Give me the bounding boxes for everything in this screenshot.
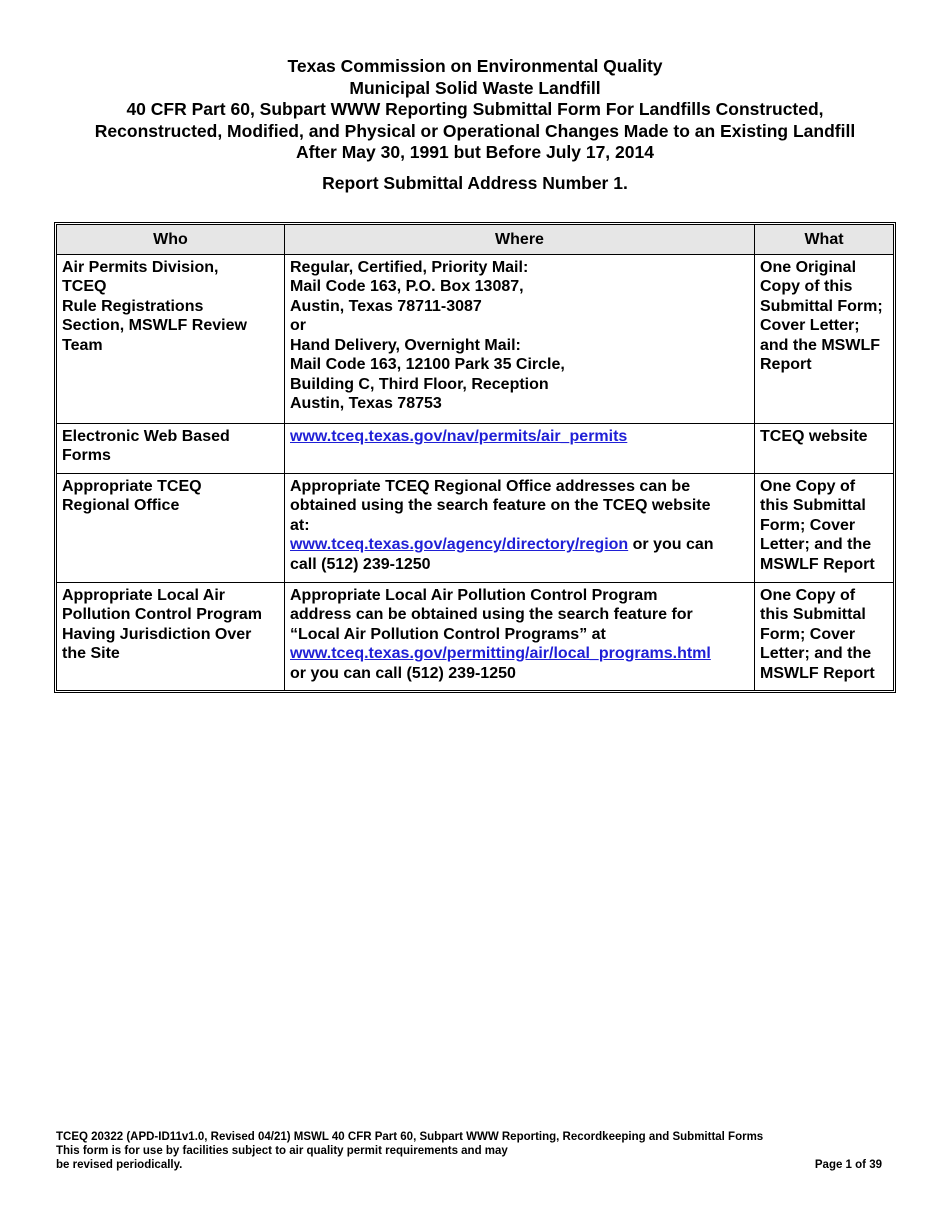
column-header-what: What (755, 225, 893, 255)
who-line: Regional Office (62, 497, 180, 514)
table-row (57, 583, 893, 690)
where-line: or (290, 317, 306, 334)
where-line: Mail Code 163, 12100 Park 35 Circle, (290, 356, 565, 373)
where-link-line (290, 644, 749, 664)
who-line: Section, MSWLF Review (62, 317, 247, 334)
what-line: One Copy of (760, 477, 856, 495)
who-cell (57, 255, 285, 424)
what-line: Form; Cover (760, 516, 856, 534)
footer-revision-note: be revised periodically. (56, 1159, 183, 1171)
where-cell (285, 474, 755, 583)
what-line: MSWLF Report (760, 664, 875, 682)
what-line: Cover Letter; (760, 317, 860, 334)
what-cell (755, 474, 893, 583)
local-programs-link[interactable]: www.tceq.texas.gov/permitting/air/local_programs.html (290, 645, 711, 662)
where-line: Building C, Third Floor, Reception (290, 375, 549, 393)
what-cell (755, 583, 893, 690)
column-header-where: Where (285, 225, 755, 255)
what-line: Letter; and the (760, 536, 872, 553)
who-line: Rule Registrations (62, 297, 204, 315)
where-line: Appropriate Local Air Pollution Control Program (290, 586, 658, 604)
where-line: call (512) 239-1250 (290, 555, 431, 573)
who-line: Having Jurisdiction Over (62, 625, 252, 643)
where-line: Regular, Certified, Priority Mail: (290, 258, 529, 276)
table-header-row (57, 225, 893, 255)
footer-usage-note: This form is for use by facilities subject to air quality permit requirements and may (56, 1145, 508, 1157)
what-line: Copy of this (760, 278, 853, 295)
table-row (57, 424, 893, 474)
where-line: Mail Code 163, P.O. Box 13087, (290, 278, 524, 295)
where-line: or you can call (512) 239-1250 (290, 664, 516, 682)
header-form-title-3: After May 30, 1991 but Before July 17, 2014 (296, 142, 654, 162)
what-line: Submittal Form; (760, 297, 883, 315)
air-permits-link[interactable]: www.tceq.texas.gov/nav/permits/air_permits (290, 427, 628, 445)
table-row (57, 474, 893, 583)
who-cell (57, 474, 285, 583)
where-line: Austin, Texas 78711-3087 (290, 297, 482, 315)
where-cell (285, 583, 755, 690)
regional-office-directory-link[interactable]: www.tceq.texas.gov/agency/directory/region (290, 536, 629, 553)
what-line: One Copy of (760, 586, 856, 604)
page-footer (56, 1130, 882, 1172)
who-line: Appropriate Local Air (62, 586, 225, 604)
who-line: Forms (62, 447, 111, 464)
column-header-who: Who (57, 225, 285, 255)
table-row (57, 255, 893, 424)
submittal-address-table (54, 222, 896, 693)
who-line: Pollution Control Program (62, 606, 262, 623)
who-line: Electronic Web Based (62, 427, 230, 445)
where-link-line (290, 535, 749, 555)
what-line: and the MSWLF (760, 336, 880, 354)
where-cell (285, 255, 755, 424)
what-cell (755, 424, 893, 474)
who-line: TCEQ (62, 278, 107, 295)
what-line: Form; Cover (760, 625, 856, 643)
what-line: this Submittal (760, 497, 866, 514)
where-line: Austin, Texas 78753 (290, 395, 442, 412)
who-cell (57, 424, 285, 474)
who-line: Team (62, 336, 103, 354)
what-line: Letter; and the (760, 645, 872, 662)
who-line: Air Permits Division, (62, 258, 219, 276)
where-line: Hand Delivery, Overnight Mail: (290, 336, 521, 354)
footer-form-id: TCEQ 20322 (APD-ID11v1.0, Revised 04/21) MSWL 40 CFR Part 60, Subpart WWW Reporting, Recordkeeping and Submittal Forms (56, 1131, 764, 1143)
header-program: Municipal Solid Waste Landfill (349, 77, 601, 98)
header-agency: Texas Commission on Environmental Quality (287, 56, 663, 76)
where-line: Appropriate TCEQ Regional Office addresses can be (290, 477, 691, 495)
header-form-title-1: 40 CFR Part 60, Subpart WWW Reporting Submittal Form For Landfills Constructed, (126, 99, 824, 119)
where-line: or you can (628, 536, 714, 553)
what-line: this Submittal (760, 606, 866, 623)
page-number: Page 1 of 39 (814, 1159, 882, 1171)
report-submittal-title: Report Submittal Address Number 1. (322, 173, 628, 193)
header-form-title-2: Reconstructed, Modified, and Physical or Operational Changes Made to an Existing Landfill (94, 120, 856, 141)
who-cell (57, 583, 285, 690)
what-line: TCEQ website (760, 427, 868, 445)
what-cell (755, 255, 893, 424)
document-header (0, 56, 950, 164)
where-line: at: (290, 516, 310, 534)
where-line: obtained using the search feature on the TCEQ website (290, 497, 711, 514)
what-line: Report (760, 356, 812, 373)
what-line: MSWLF Report (760, 555, 875, 573)
where-cell (285, 424, 755, 474)
where-line: “Local Air Pollution Control Programs” at (290, 625, 606, 643)
what-line: One Original (760, 258, 857, 276)
who-line: Appropriate TCEQ (62, 477, 202, 495)
footer-last-row (56, 1158, 882, 1172)
where-line: address can be obtained using the search feature for (290, 606, 693, 623)
who-line: the Site (62, 645, 120, 662)
